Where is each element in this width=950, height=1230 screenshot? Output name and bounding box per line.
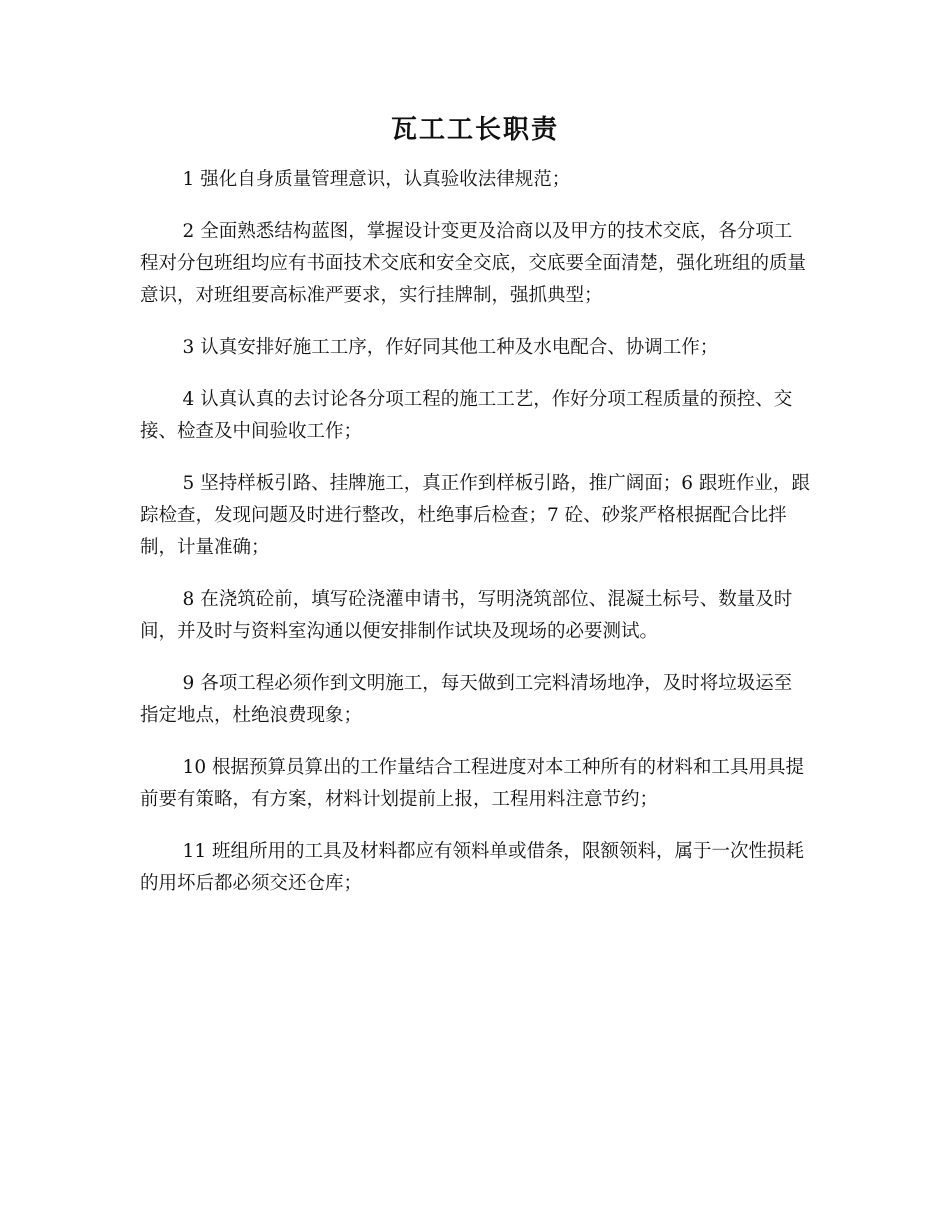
- paragraph-6: 8 在浇筑砼前，填写砼浇灌申请书，写明浇筑部位、混凝土标号、数量及时间，并及时与资料室沟通以便安排制作试块及现场的必要测试。: [140, 589, 793, 642]
- paragraph-7: 9 各项工程必须作到文明施工，每天做到工完料清场地净，及时将垃圾运至指定地点，杜绝浪费现象；: [140, 673, 793, 726]
- document-title: 瓦工工长职责: [390, 115, 559, 145]
- paragraph-9: 11 班组所用的工具及材料都应有领料单或借条，限额领料，属于一次性损耗的用坏后都必须交还仓库；: [140, 841, 804, 894]
- paragraph-2: 2 全面熟悉结构蓝图，掌握设计变更及洽商以及甲方的技术交底，各分项工程对分包班组均应有书面技术交底和安全交底，交底要全面清楚，强化班组的质量意识，对班组要高标准严要求，实行挂牌制，强抓典型；: [140, 221, 807, 306]
- paragraph-8: 10 根据预算员算出的工作量结合工程进度对本工种所有的材料和工具用具提前要有策略，有方案，材料计划提前上报，工程用料注意节约；: [140, 757, 804, 810]
- paragraph-4: 4 认真认真的去讨论各分项工程的施工工艺，作好分项工程质量的预控、交接、检查及中间验收工作；: [140, 389, 793, 442]
- paragraph-1: 1 强化自身质量管理意识，认真验收法律规范；: [182, 169, 571, 190]
- paragraph-5: 5 坚持样板引路、挂牌施工，真正作到样板引路，推广阔面；6 跟班作业，跟踪检查，发现问题及时进行整改，杜绝事后检查；7 砼、砂浆严格根据配合比拌制，计量准确；: [140, 473, 810, 558]
- paragraph-3: 3 认真安排好施工工序，作好同其他工种及水电配合、协调工作；: [182, 337, 719, 358]
